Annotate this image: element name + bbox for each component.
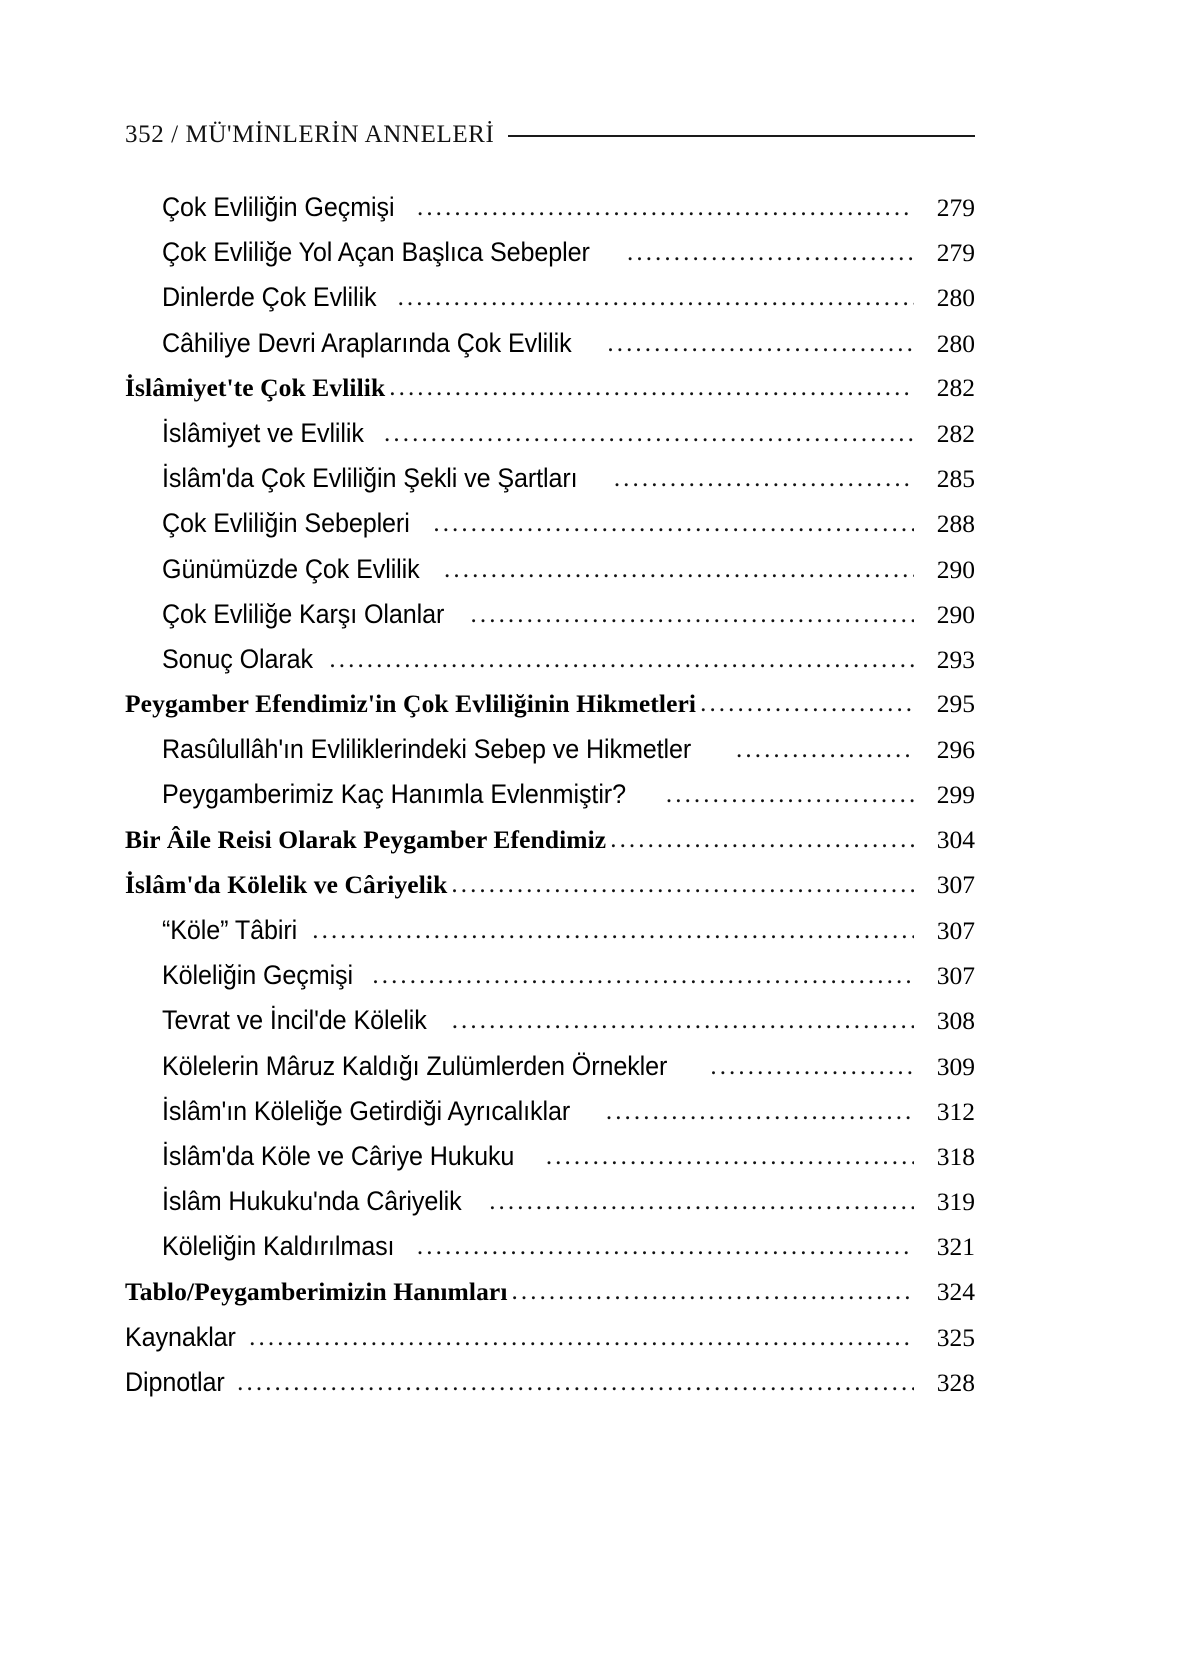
toc-entry[interactable] [125, 373, 975, 418]
toc-entry[interactable] [125, 1096, 975, 1141]
toc-entry[interactable] [125, 418, 975, 463]
toc-dot-leader [372, 962, 914, 990]
toc-entry-title: Kaynaklar [125, 1321, 236, 1352]
toc-dot-leader [237, 1369, 914, 1397]
toc-dot-leader [249, 1324, 914, 1352]
toc-entry[interactable] [125, 1231, 975, 1276]
toc-entry[interactable] [125, 689, 975, 734]
toc-dot-leader [398, 284, 914, 312]
toc-entry[interactable] [125, 508, 975, 553]
toc-entry-title: “Köle” Tâbiri [162, 915, 298, 945]
toc-entry-page-number: 324 [936, 1276, 975, 1306]
toc-entry[interactable] [125, 192, 975, 237]
toc-entry[interactable] [125, 282, 975, 327]
toc-entry-title: Dipnotlar [125, 1366, 225, 1397]
toc-entry[interactable] [125, 1186, 975, 1231]
toc-entry-title: İslâm'da Kölelik ve Câriyelik [125, 869, 448, 899]
toc-dot-leader [666, 781, 914, 809]
toc-entry[interactable] [125, 328, 975, 373]
toc-entry-page-number: 280 [936, 283, 975, 313]
toc-dot-leader [627, 239, 914, 267]
toc-entry-title: İslâmiyet ve Evlilik [162, 417, 364, 448]
toc-entry-page-number: 321 [936, 1232, 975, 1262]
toc-dot-leader [606, 1098, 914, 1126]
header-rule [508, 135, 975, 137]
toc-entry-page-number: 290 [936, 599, 975, 629]
toc-entry-page-number: 318 [936, 1141, 975, 1171]
toc-dot-leader [312, 917, 914, 945]
toc-entry[interactable] [125, 870, 975, 915]
toc-entry-title: Tablo/Peygamberimizin Hanımları [125, 1276, 508, 1306]
toc-entry[interactable] [125, 1005, 975, 1050]
toc-entry-page-number: 325 [936, 1322, 975, 1352]
toc-entry[interactable] [125, 825, 975, 870]
toc-dot-leader [471, 601, 914, 629]
toc-entry[interactable] [125, 237, 975, 282]
running-header-text: 352 / MÜ'MİNLERİN ANNELERİ [125, 121, 495, 148]
toc-entry-page-number: 293 [936, 644, 975, 674]
toc-entry[interactable] [125, 960, 975, 1005]
toc-entry-title: Günümüzde Çok Evlilik [162, 553, 420, 584]
toc-dot-leader [736, 736, 914, 764]
toc-dot-leader [417, 194, 914, 222]
toc-entry-title: Köleliğin Geçmişi [162, 960, 353, 991]
toc-entry-page-number: 312 [936, 1096, 975, 1126]
toc-entry-page-number: 279 [936, 238, 975, 268]
toc-entry-title: İslâm'ın Köleliğe Getirdiği Ayrıcalıklar [162, 1095, 571, 1126]
toc-entry-page-number: 328 [936, 1367, 975, 1397]
toc-entry[interactable] [125, 1051, 975, 1096]
toc-entry[interactable] [125, 644, 975, 689]
toc-dot-leader [610, 826, 914, 854]
toc-entry-page-number: 307 [936, 869, 975, 899]
toc-entry-page-number: 308 [936, 1006, 975, 1036]
toc-entry-title: Sonuç Olarak [162, 643, 314, 674]
toc-entry-title: Çok Evliliğin Sebepleri [162, 508, 410, 539]
toc-entry[interactable] [125, 463, 975, 508]
toc-entry-title: İslâm'da Çok Evliliğin Şekli ve Şartları [162, 463, 578, 494]
toc-entry-title: Câhiliye Devri Araplarında Çok Evlilik [162, 327, 572, 358]
toc-entry[interactable] [125, 599, 975, 644]
toc-entry[interactable] [125, 1277, 975, 1322]
toc-dot-leader [512, 1278, 914, 1306]
toc-dot-leader [700, 690, 914, 718]
running-header [125, 122, 975, 147]
toc-entry-page-number: 299 [936, 780, 975, 810]
toc-dot-leader [614, 465, 914, 493]
toc-entry-page-number: 280 [936, 328, 975, 358]
toc-dot-leader [710, 1053, 914, 1081]
toc-dot-leader [417, 1233, 914, 1261]
toc-entry-title: Çok Evliliğin Geçmişi [162, 192, 395, 222]
toc-entry-title: İslâm Hukuku'nda Câriyelik [162, 1186, 462, 1217]
toc-entry[interactable] [125, 1322, 975, 1367]
toc-dot-leader [433, 510, 914, 538]
toc-entry-page-number: 285 [936, 464, 975, 494]
toc-dot-leader [607, 330, 914, 358]
toc-entry-title: Peygamber Efendimiz'in Çok Evliliğinin Hikmetleri [125, 689, 697, 719]
toc-entry[interactable] [125, 734, 975, 779]
toc-dot-leader [329, 646, 914, 674]
toc-dot-leader [451, 871, 914, 899]
toc-entry-title: Rasûlullâh'ın Evliliklerindeki Sebep ve Hikmetler [162, 734, 692, 765]
toc-entry-title: İslâm'da Köle ve Câriye Hukuku [162, 1140, 515, 1171]
table-of-contents [125, 192, 975, 1412]
toc-entry[interactable] [125, 1141, 975, 1186]
toc-entry-title: Dinlerde Çok Evlilik [162, 282, 377, 313]
toc-entry-page-number: 309 [936, 1051, 975, 1081]
toc-dot-leader [444, 556, 914, 584]
toc-entry-page-number: 288 [936, 509, 975, 539]
toc-entry-title: Köleliğin Kaldırılması [162, 1231, 395, 1262]
toc-entry-title: Peygamberimiz Kaç Hanımla Evlenmiştir? [162, 779, 626, 810]
toc-entry-page-number: 296 [936, 735, 975, 765]
toc-entry-page-number: 282 [936, 418, 975, 448]
toc-dot-leader [546, 1143, 914, 1171]
toc-entry[interactable] [125, 915, 975, 960]
toc-dot-leader [384, 420, 914, 448]
toc-entry-title: Bir Âile Reisi Olarak Peygamber Efendimiz [125, 824, 607, 854]
toc-dot-leader [452, 1007, 914, 1035]
toc-entry-page-number: 279 [936, 193, 975, 222]
toc-entry-title: Tevrat ve İncil'de Kölelik [162, 1005, 427, 1036]
toc-entry-page-number: 307 [936, 961, 975, 991]
toc-dot-leader [389, 374, 914, 402]
toc-entry[interactable] [125, 779, 975, 824]
toc-entry-page-number: 295 [936, 689, 975, 719]
toc-entry-title: Kölelerin Mâruz Kaldığı Zulümlerden Örnekler [162, 1050, 668, 1081]
toc-entry-page-number: 307 [936, 916, 975, 945]
toc-entry[interactable] [125, 554, 975, 599]
toc-entry-title: Çok Evliliğe Karşı Olanlar [162, 598, 445, 629]
toc-entry-title: İslâmiyet'te Çok Evlilik [125, 372, 386, 402]
toc-entry[interactable] [125, 1367, 975, 1412]
toc-entry-page-number: 319 [936, 1187, 975, 1217]
toc-entry-page-number: 290 [936, 554, 975, 584]
toc-entry-page-number: 282 [936, 372, 975, 402]
toc-entry-title: Çok Evliliğe Yol Açan Başlıca Sebepler [162, 237, 590, 268]
toc-dot-leader [489, 1188, 914, 1216]
toc-entry-page-number: 304 [936, 824, 975, 854]
